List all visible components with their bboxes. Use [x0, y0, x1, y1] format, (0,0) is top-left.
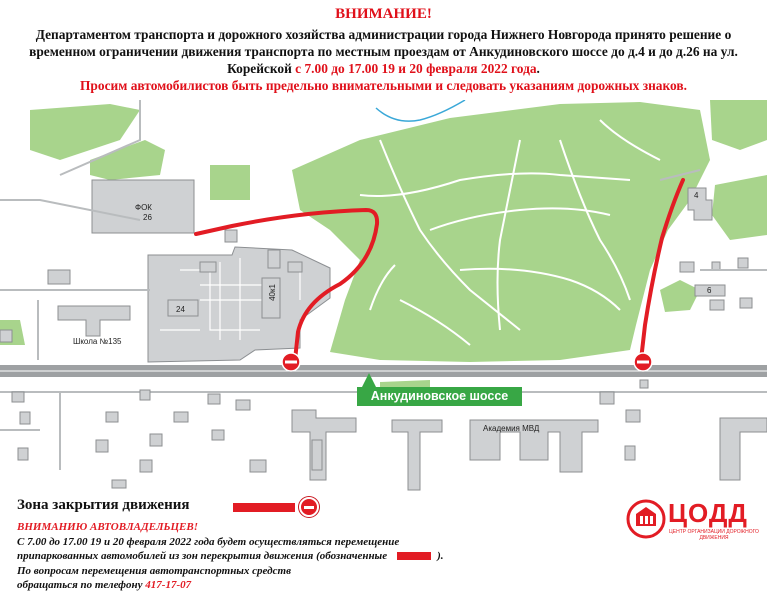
map: [0, 100, 767, 492]
owner-notice: [17, 520, 617, 593]
legend-title: Зона закрытия движения: [17, 497, 190, 513]
no-entry-sign-right: [634, 353, 652, 371]
legend-closure-bar: [233, 503, 295, 512]
notice-line-4-wrap: [17, 578, 617, 593]
no-entry-icon: [299, 497, 319, 517]
notice-heading: ВНИМАНИЮ АВТОВЛАДЕЛЬЦЕВ!: [17, 521, 199, 533]
label-bld-40k1: 40к1: [267, 284, 277, 301]
school-building: [58, 306, 130, 336]
label-bld-4: 4: [694, 191, 699, 200]
label-academy: Академия МВД: [483, 424, 540, 433]
notice-title: ВНИМАНИЕ!: [335, 6, 432, 22]
label-school: Школа №135: [73, 337, 122, 346]
notice-line-3: По вопросам перемещения автотранспортных средств: [17, 564, 291, 577]
notice-line-4: обращаться по телефону: [17, 579, 143, 591]
notice-dates: с 7.00 до 17.00 19 и 20 февраля 2022 года: [291, 61, 537, 76]
notice-line-1: С 7.00 до 17.00 19 и 20 февраля 2022 года будет осуществляться перемещение: [17, 535, 400, 548]
inline-closure-bar: [397, 552, 431, 560]
notice-body-text: Департаментом транспорта и дорожного хозяйства администрации города Нижнего Новгорода принято решение о временном ограничении движения транспорта по местным проездам от Анкудиновского шоссе до д.4 и до д.26 на ул. Корейской: [29, 27, 738, 76]
park-areas: [0, 100, 767, 398]
label-fok-num: 26: [143, 213, 152, 222]
notice-warning: Просим автомобилистов быть предельно внимательными и следовать указаниям дорожных знаков.: [80, 78, 687, 93]
notice-line-2-end: ).: [437, 550, 444, 562]
logo-name: ЦОДД: [668, 498, 748, 528]
south-small-buildings: [12, 380, 648, 488]
notice-body-end: .: [536, 61, 540, 76]
label-fok: ФОК: [135, 203, 152, 212]
no-entry-sign-left: [282, 353, 300, 371]
notice-line-2-wrap: [17, 549, 617, 564]
logo-subtitle: ЦЕНТР ОРГАНИЗАЦИИ ДОРОЖНОГО ДВИЖЕНИЯ: [669, 529, 759, 541]
notice-line-2: припаркованных автомобилей из зон перекрытия движения (обозначенные: [17, 550, 388, 562]
label-bld-6: 6: [707, 286, 712, 295]
notice-body: [6, 26, 761, 77]
road-name-label: Анкудиновское шоссе: [357, 387, 522, 406]
south-large-buildings: [292, 410, 767, 490]
label-bld-24: 24: [176, 305, 185, 314]
phone-number: 417-17-07: [145, 579, 192, 591]
